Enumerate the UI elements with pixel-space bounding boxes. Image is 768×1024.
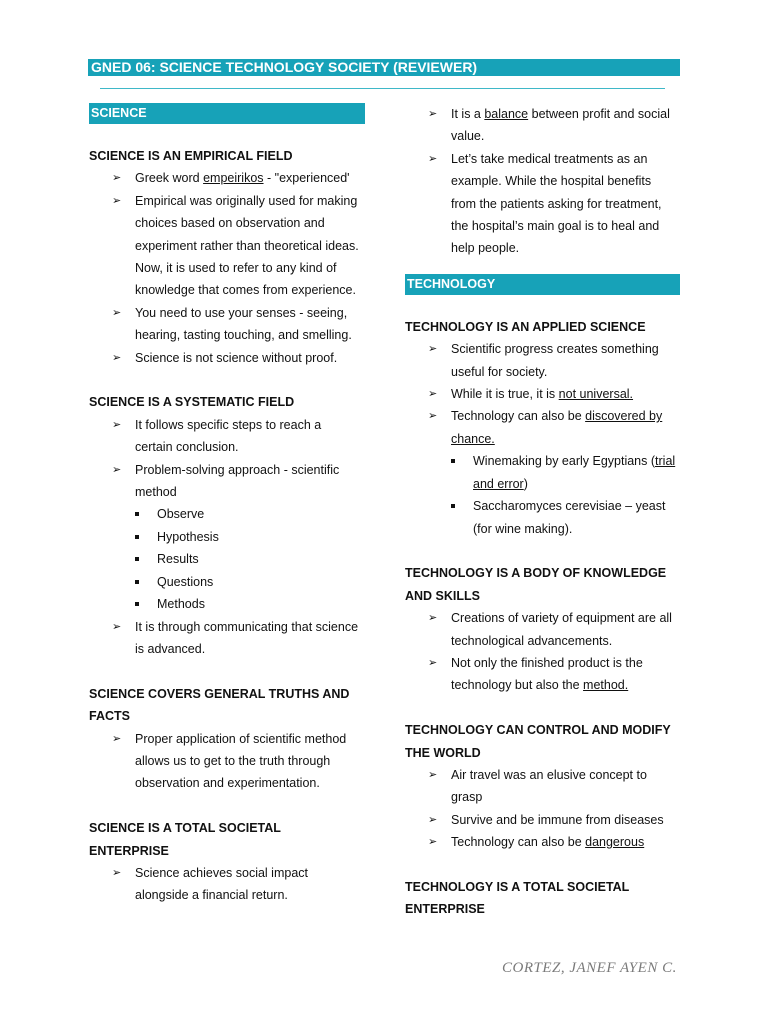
- list-item: ➢ Proper application of scientific method: [89, 728, 379, 750]
- list-item: ➢ It follows specific steps to reach a: [89, 414, 379, 436]
- list-item-continuation: value.: [451, 129, 485, 144]
- right-column: [405, 103, 685, 921]
- list-item: ➢ It is a balance between profit and social: [405, 103, 685, 125]
- list-item-continuation: alongside a financial return.: [135, 888, 288, 903]
- arrowhead-bullet-icon: ➢: [112, 172, 122, 185]
- list-item-continuation: useful for society.: [451, 364, 548, 379]
- arrowhead-bullet-icon: ➢: [112, 194, 122, 207]
- sub-list-item-continuation: and error): [473, 476, 528, 491]
- square-bullet-icon: [135, 580, 139, 584]
- square-bullet-icon: [135, 512, 139, 516]
- list-item-continuation: example. While the hospital benefits: [451, 174, 652, 189]
- list-item-continuation: grasp: [451, 790, 483, 805]
- arrowhead-bullet-icon: ➢: [112, 866, 122, 879]
- list-item-continuation: method: [135, 485, 177, 500]
- list-item: ➢ Technology can also be dangerous: [405, 831, 685, 853]
- heading-body-of-knowledge: TECHNOLOGY IS A BODY OF KNOWLEDGE: [405, 566, 667, 581]
- list-item: ➢ Survive and be immune from diseases: [405, 809, 685, 831]
- list-item-continuation: experiment rather than theoretical ideas.: [135, 238, 359, 253]
- list-item: ➢ Let’s take medical treatments as an: [405, 148, 685, 170]
- arrowhead-bullet-icon: ➢: [428, 108, 438, 120]
- heading-general-truths-cont: FACTS: [89, 709, 130, 724]
- sub-list-item: Winemaking by early Egyptians (trial: [405, 450, 685, 472]
- list-item: ➢ Creations of variety of equipment are all: [405, 607, 685, 629]
- heading-empirical: SCIENCE IS AN EMPIRICAL FIELD: [89, 149, 293, 163]
- list-item-continuation: is advanced.: [135, 641, 206, 656]
- list-item-continuation: chance.: [451, 431, 495, 446]
- arrowhead-bullet-icon: ➢: [112, 306, 122, 319]
- arrowhead-bullet-icon: ➢: [112, 463, 122, 476]
- title-divider: [100, 88, 665, 89]
- sub-list-item: Hypothesis: [89, 526, 379, 548]
- heading-tech-societal-enterprise-cont: ENTERPRISE: [405, 902, 485, 917]
- arrowhead-bullet-icon: ➢: [428, 343, 438, 356]
- list-item: ➢ While it is true, it is not universal.: [405, 383, 685, 405]
- page-title: GNED 06: SCIENCE TECHNOLOGY SOCIETY (REVIEWER): [88, 59, 680, 76]
- list-item: ➢ Science achieves social impact: [89, 862, 379, 884]
- list-item: ➢ Technology can also be discovered by: [405, 405, 685, 427]
- list-item: ➢ Problem-solving approach - scientific: [89, 459, 379, 481]
- arrowhead-bullet-icon: ➢: [428, 836, 438, 849]
- sub-list-item: Saccharomyces cerevisiae – yeast: [405, 495, 685, 517]
- square-bullet-icon: [451, 504, 455, 508]
- section-header-science: SCIENCE: [89, 103, 365, 124]
- arrowhead-bullet-icon: ➢: [428, 152, 438, 165]
- arrowhead-bullet-icon: ➢: [112, 351, 122, 364]
- sub-list-item: Questions: [89, 571, 379, 593]
- list-item-continuation: help people.: [451, 241, 520, 256]
- list-item: ➢ Scientific progress creates something: [405, 338, 685, 360]
- list-item-continuation: knowledge that comes from experience.: [135, 283, 356, 298]
- heading-societal-enterprise-cont: ENTERPRISE: [89, 843, 169, 858]
- arrowhead-bullet-icon: ➢: [428, 656, 438, 669]
- list-item: ➢ Empirical was originally used for making: [89, 190, 379, 212]
- list-item: ➢ It is through communicating that science: [89, 616, 379, 638]
- arrowhead-bullet-icon: ➢: [428, 813, 438, 826]
- arrowhead-bullet-icon: ➢: [428, 388, 438, 401]
- heading-societal-enterprise: SCIENCE IS A TOTAL SOCIETAL: [89, 821, 281, 836]
- list-item-continuation: technology but also the method.: [451, 678, 629, 693]
- list-item-continuation: Now, it is used to refer to any kind of: [135, 261, 337, 276]
- left-column: [89, 103, 379, 907]
- list-item: ➢ Science is not science without proof.: [89, 347, 379, 369]
- section-header-technology: TECHNOLOGY: [405, 274, 680, 295]
- square-bullet-icon: [135, 602, 139, 606]
- heading-control-modify-cont: THE WORLD: [405, 745, 481, 760]
- list-item: ➢ Not only the finished product is the: [405, 652, 685, 674]
- heading-control-modify: TECHNOLOGY CAN CONTROL AND MODIFY: [405, 723, 671, 738]
- list-item: ➢ Air travel was an elusive concept to: [405, 764, 685, 786]
- list-item-continuation: allows us to get to the truth through: [135, 753, 331, 768]
- arrowhead-bullet-icon: ➢: [112, 620, 122, 633]
- list-item-continuation: technological advancements.: [451, 633, 613, 648]
- sub-list-item: Methods: [89, 593, 379, 615]
- arrowhead-bullet-icon: ➢: [428, 612, 438, 625]
- author-name: CORTEZ, JANEF AYEN C.: [502, 960, 677, 976]
- list-item-continuation: the hospital’s main goal is to heal and: [451, 219, 660, 234]
- list-item: ➢ Greek word empeirikos - "experienced': [89, 167, 379, 189]
- sub-list-item: Results: [89, 548, 379, 570]
- sub-list-item-continuation: (for wine making).: [473, 521, 573, 536]
- square-bullet-icon: [135, 535, 139, 539]
- square-bullet-icon: [135, 557, 139, 561]
- arrowhead-bullet-icon: ➢: [428, 410, 438, 423]
- arrowhead-bullet-icon: ➢: [112, 418, 122, 431]
- heading-applied-science: TECHNOLOGY IS AN APPLIED SCIENCE: [405, 319, 646, 334]
- arrowhead-bullet-icon: ➢: [112, 732, 122, 745]
- heading-body-of-knowledge-cont: AND SKILLS: [405, 588, 480, 603]
- list-item-continuation: certain conclusion.: [135, 440, 239, 455]
- heading-general-truths: SCIENCE COVERS GENERAL TRUTHS AND: [89, 686, 350, 701]
- sub-list-item: Observe: [89, 503, 379, 525]
- square-bullet-icon: [451, 459, 455, 463]
- heading-systematic: SCIENCE IS A SYSTEMATIC FIELD: [89, 395, 295, 410]
- list-item-continuation: hearing, tasting touching, and smelling.: [135, 328, 352, 343]
- list-item: ➢ You need to use your senses - seeing,: [89, 302, 379, 324]
- arrowhead-bullet-icon: ➢: [428, 768, 438, 781]
- list-item-continuation: from the patients asking for treatment,: [451, 196, 662, 211]
- heading-tech-societal-enterprise: TECHNOLOGY IS A TOTAL SOCIETAL: [405, 879, 630, 894]
- list-item-continuation: observation and experimentation.: [135, 776, 320, 791]
- list-item-continuation: choices based on observation and: [135, 216, 325, 231]
